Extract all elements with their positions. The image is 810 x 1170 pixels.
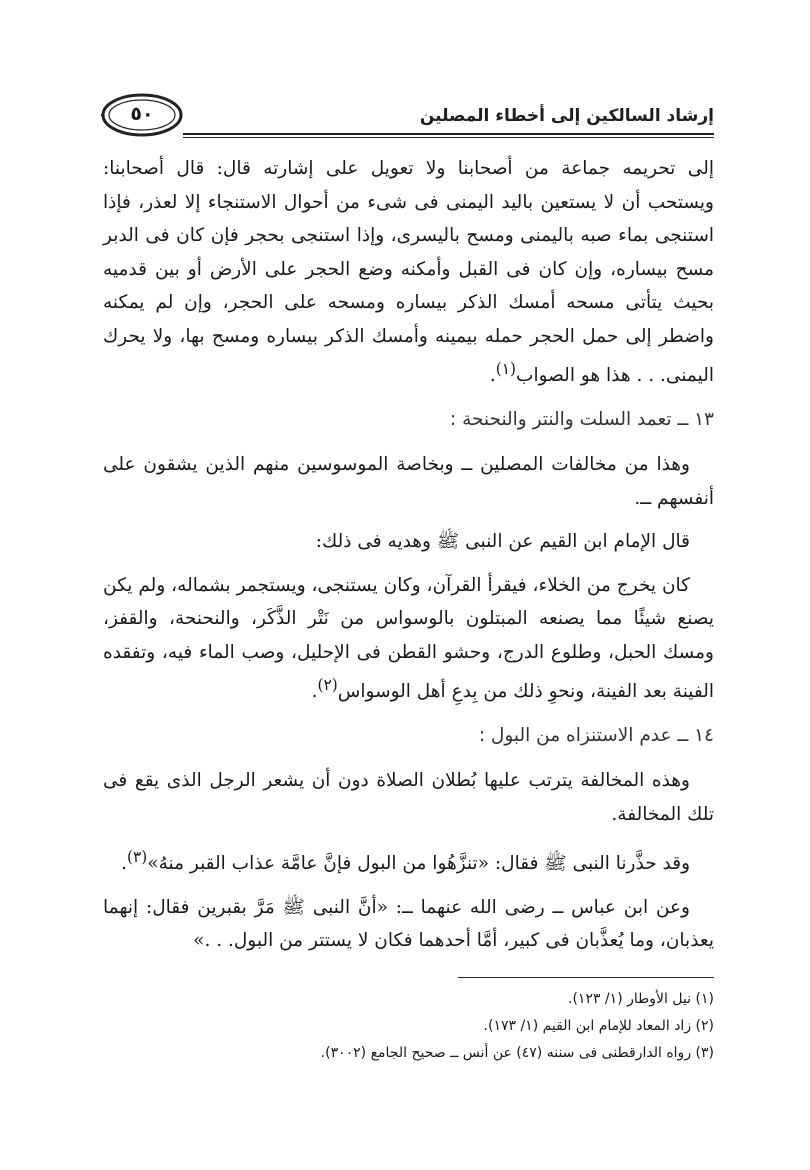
paragraph: وعن ابن عباس ــ رضى الله عنهما ــ: «أنَّ النبى ﷺ مَرَّ بقبرين فقال: إنهما يعذبان، وما يُعذَّبان فى كبير، أمَّا أحدهما فكان لا يستتر من البول. . .»	[103, 896, 714, 952]
punctuation: .	[121, 853, 127, 875]
punctuation: .	[311, 681, 318, 703]
footnote-separator	[458, 977, 714, 978]
paragraph	[103, 569, 714, 709]
paragraph: وهذا من مخالفات المصلين ــ وبخاصة الموسوسين منهم الذين يشقون على أنفسهم ــ.	[103, 454, 714, 509]
footnote-ref: (١)	[495, 360, 517, 378]
running-header-title: إرشاد السالكين إلى أخطاء المصلين	[419, 106, 714, 126]
paragraph: قال الإمام ابن القيم عن النبى ﷺ وهديه فى ذلك:	[315, 531, 690, 553]
paragraph-text: كان يخرج من الخلاء، فيقرأ القرآن، وكان يستنجى، ويستجمر بشماله، ولم يكن يصنع شيئًا مما يصنعه المبتلون بالوسواس من نَتْر الذَّكَر، والنحنحة، والقفز، ومسك الحبل، وطلوع الدرج، وحشو القطن فى الإحليل، وصب الماء فيه، وتفقده الفينة بعد الفينة، ونحوِ ذلك من بِدعِ أهل الوسواس	[103, 574, 714, 703]
header-rule	[183, 133, 714, 135]
section-heading-14: ١٤ ــ عدم الاستنزاه من البول :	[478, 724, 714, 746]
page-number: ٥٠	[130, 103, 154, 125]
page-number-badge	[101, 92, 183, 138]
paragraph	[103, 152, 714, 393]
paragraph	[103, 841, 714, 881]
footnotes	[104, 986, 714, 1067]
paragraph-text: وقد حذَّرنا النبى ﷺ فقال: «تنزَّهُوا من البول فإنَّ عامَّة عذاب القبر منهُ»	[147, 853, 690, 875]
footnote-ref: (٢)	[317, 676, 338, 695]
paragraph-text: إلى تحريمه جماعة من أصحابنا ولا تعويل على إشارته قال: قال أصحابنا: ويستحب أن لا يستعين باليد اليمنى فى شىء من أحوال الاستنجاء إلا لعذر، فإذا استنجى بماء صبه باليمنى ومسح باليسرى، وإذا استنجى بحجر فإن كان فى الدبر مسح بيساره، وإن كان فى القبل وأمكنه وضع الحجر على الأرض أو بين قدميه بحيث يتأتى مسحه أمسك الذكر بيساره ومسحه على الحجر، وإن لم يمكنه واضطر إلى حمل الحجر حمله بيمينه وأمسك الذكر بيساره ومسح بها، ولا يحرك اليمنى. . . هذا هو الصواب	[103, 158, 714, 387]
header-rule-thin	[183, 137, 714, 138]
footnote: (٣) رواه الدارقطنى فى سننه (٤٧) عن أنس ــ صحيح الجامع (٣٠٠٢).	[320, 1045, 714, 1061]
punctuation: .	[489, 365, 496, 387]
footnote-ref: (٣)	[126, 848, 148, 867]
footnote: (٢) زاد المعاد للإمام ابن القيم (١/ ١٧٣).	[483, 1018, 714, 1034]
section-heading-13: ١٣ ــ تعمد السلت والنتر والنحنحة :	[449, 408, 714, 430]
main-text	[103, 152, 714, 968]
paragraph: وهذه المخالفة يترتب عليها بُطلان الصلاة دون أن يشعر الرجل الذى يقع فى تلك المخالفة.	[103, 770, 714, 825]
footnote: (١) نيل الأوطار (١/ ١٢٣).	[568, 991, 714, 1007]
